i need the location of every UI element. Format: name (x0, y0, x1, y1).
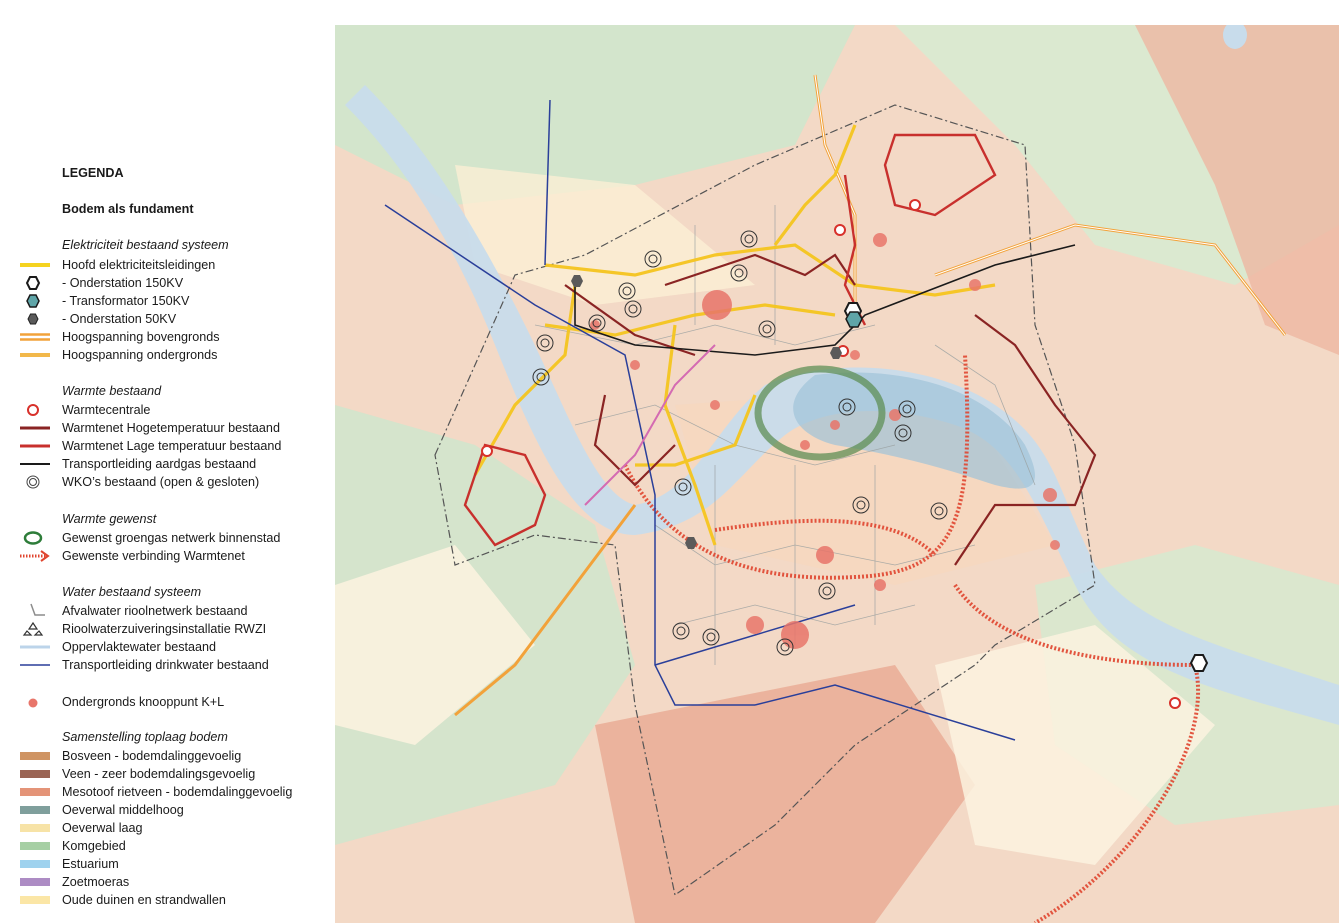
legend-section-heading: Warmte gewenst (62, 512, 157, 526)
legend-item-label: Estuarium (62, 857, 119, 871)
legend-item-label: Ondergronds knooppunt K+L (62, 695, 225, 709)
legend-item (14, 257, 334, 273)
legend-item-label: WKO’s bestaand (open & gesloten) (62, 475, 260, 489)
legend-item (14, 420, 334, 436)
legend-item-label: Rioolwaterzuiveringsinstallatie RWZI (62, 622, 267, 636)
legend-item-label: Transportleiding drinkwater bestaand (62, 658, 269, 672)
legend-item (14, 874, 334, 890)
legend-item (14, 329, 334, 345)
recycle-icon (18, 621, 54, 637)
legend-item (14, 293, 334, 309)
red-line-icon (18, 438, 54, 454)
yellow-line-icon (18, 257, 54, 273)
grey-corner-line-icon (18, 603, 54, 619)
legend-item-label: Gewenst groengas netwerk binnenstad (62, 531, 281, 545)
map-svg (335, 25, 1339, 923)
legend-item (14, 784, 334, 800)
map-canvas[interactable] (335, 25, 1339, 923)
legend-item (14, 603, 334, 619)
legend-item (14, 530, 334, 546)
transformer-150kv (846, 312, 862, 327)
legend-item (14, 311, 334, 327)
swatch-icon (18, 856, 54, 872)
legend-item-label: Oude duinen en strandwallen (62, 893, 226, 907)
swatch-icon (18, 802, 54, 818)
legend-item-label: Oeverwal middelhoog (62, 803, 184, 817)
legend-item (14, 820, 334, 836)
legend-item-label: Hoofd elektriciteitsleidingen (62, 258, 216, 272)
legend-item (14, 657, 334, 673)
black-line-icon (18, 456, 54, 472)
legend-item (14, 639, 334, 655)
swatch-icon (18, 874, 54, 890)
legend-item-label: - Onderstation 50KV (62, 312, 177, 326)
legend-item-label: Warmtenet Lage temperatuur bestaand (62, 439, 282, 453)
legend-item (14, 892, 334, 908)
blue-line-icon (18, 657, 54, 673)
double-orange-line-icon (18, 329, 54, 345)
legend-item-label: Gewenste verbinding Warmtenet (62, 549, 245, 563)
swatch-icon (18, 784, 54, 800)
legend-item-label: - Onderstation 150KV (62, 276, 184, 290)
legend-item-label: Warmtecentrale (62, 403, 151, 417)
legend-item (14, 474, 334, 490)
legend-item-label: Oeverwal laag (62, 821, 143, 835)
legend-item (14, 838, 334, 854)
legend-item-label: Warmtenet Hogetemperatuur bestaand (62, 421, 280, 435)
legend-title: LEGENDA (62, 166, 124, 180)
legend-section-heading: Elektriciteit bestaand systeem (62, 238, 229, 252)
legend-section-heading: Samenstelling toplaag bodem (62, 730, 228, 744)
substation-150kv-east (1191, 655, 1207, 671)
legend-item (14, 694, 334, 710)
legend-item (14, 748, 334, 764)
hexagon-teal-icon (18, 293, 54, 309)
legend-item (14, 856, 334, 872)
swatch-icon (18, 820, 54, 836)
legend-item-label: Bosveen - bodemdalinggevoelig (62, 749, 242, 763)
legend-item-label: Zoetmoeras (62, 875, 130, 889)
legend-section-heading: Warmte bestaand (62, 384, 162, 398)
green-ellipse-icon (18, 530, 54, 546)
legend-item-label: Veen - zeer bodemdalingsgevoelig (62, 767, 256, 781)
legend-section-heading: Water bestaand systeem (62, 585, 202, 599)
legend-item-label: - Transformator 150KV (62, 294, 190, 308)
salmon-dot-icon (18, 694, 54, 710)
legend-item-label: Transportleiding aardgas bestaand (62, 457, 257, 471)
legend-item-label: Oppervlaktewater bestaand (62, 640, 217, 654)
legend-item (14, 438, 334, 454)
legend-item (14, 402, 334, 418)
legend-item-label: Hoogspanning ondergronds (62, 348, 218, 362)
legend-item-label: Afvalwater rioolnetwerk bestaand (62, 604, 248, 618)
lightblue-line-icon (18, 639, 54, 655)
swatch-icon (18, 766, 54, 782)
swatch-icon (18, 838, 54, 854)
dotted-red-arrow-icon (18, 548, 54, 564)
legend-subtitle: Bodem als fundament (62, 202, 194, 216)
darkred-line-icon (18, 420, 54, 436)
swatch-icon (18, 748, 54, 764)
legend-item (14, 802, 334, 818)
concentric-circles-icon (18, 474, 54, 490)
legend-item (14, 347, 334, 363)
legend-item (14, 548, 334, 564)
swatch-icon (18, 892, 54, 908)
red-circle-icon (18, 402, 54, 418)
orange-line-icon (18, 347, 54, 363)
legend-item (14, 621, 334, 637)
legend-item (14, 766, 334, 782)
hexagon-outline-icon (18, 275, 54, 291)
legend-item (14, 456, 334, 472)
hexagon-grey-icon (18, 311, 54, 327)
legend-item-label: Mesotoof rietveen - bodemdalinggevoelig (62, 785, 293, 799)
legend-item-label: Hoogspanning bovengronds (62, 330, 220, 344)
legend-item-label: Komgebied (62, 839, 126, 853)
legend-item (14, 275, 334, 291)
